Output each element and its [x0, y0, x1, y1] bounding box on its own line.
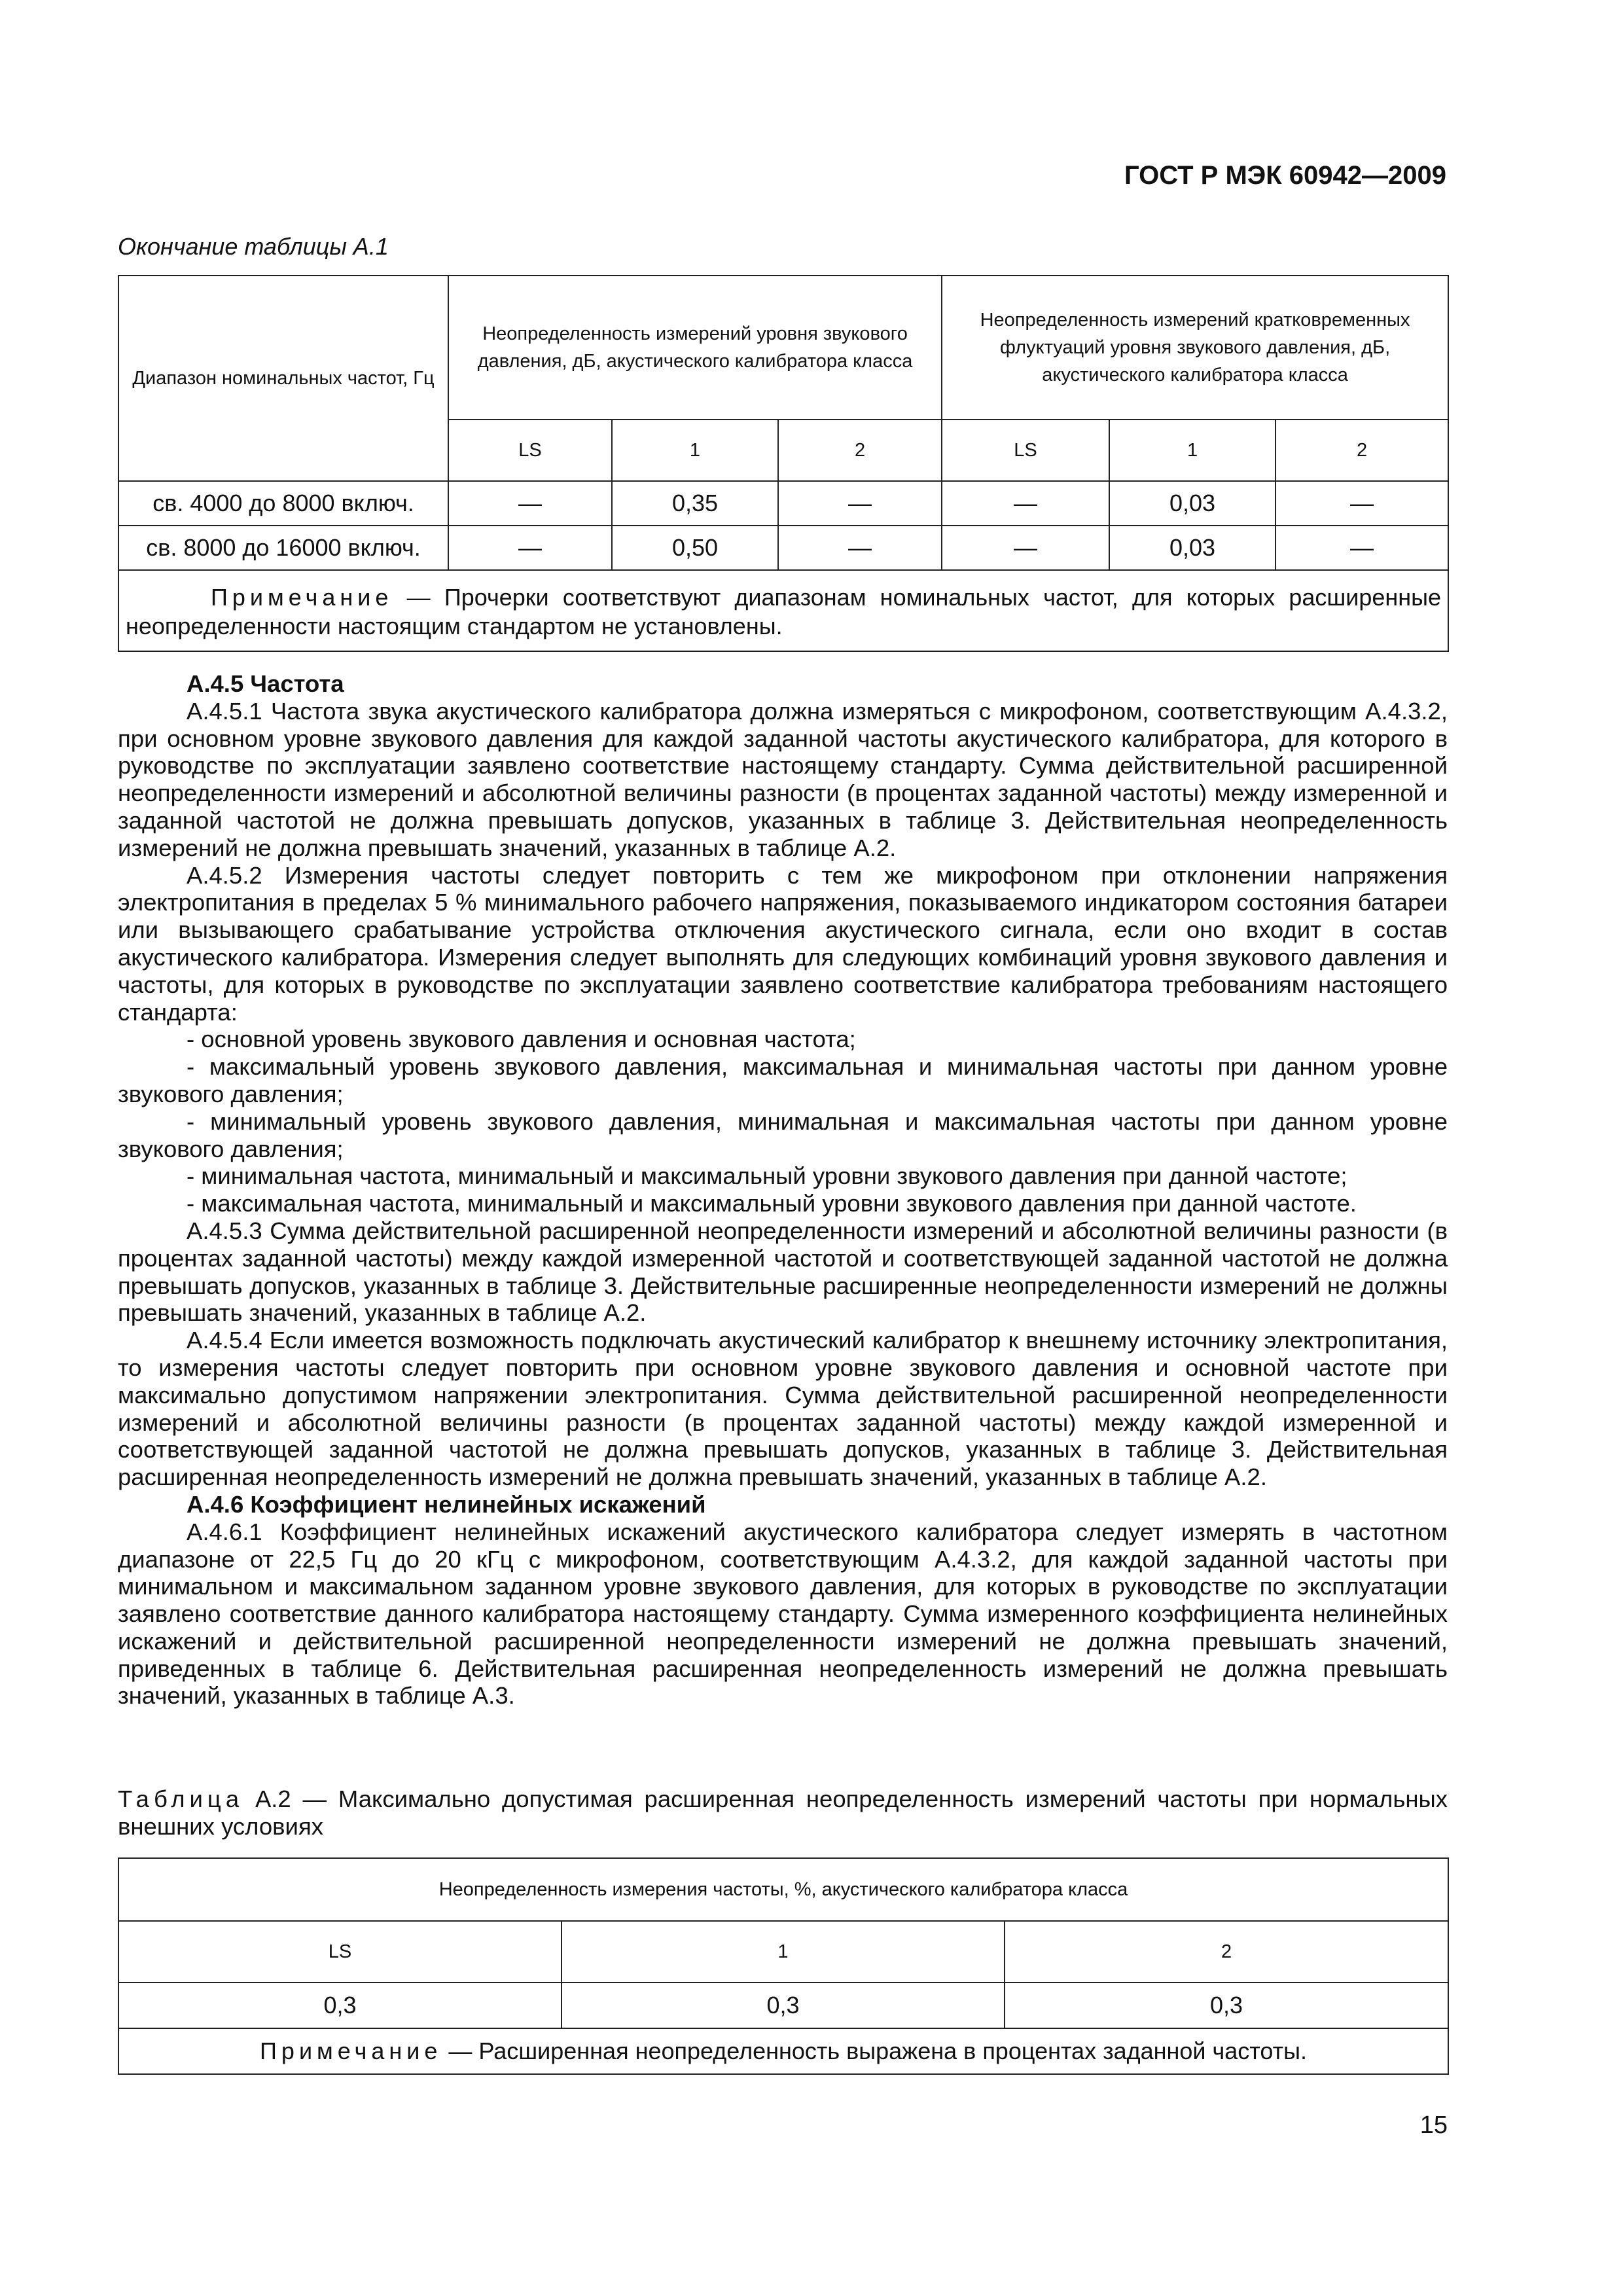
table-a2-note — [118, 2028, 1448, 2074]
header-fluctuation-uncertainty: Неопределенность измерений кратковременных флуктуаций уровня звукового давления, дБ, акустического калибратора класса — [942, 276, 1448, 420]
class-header: 2 — [1005, 1921, 1448, 1982]
section-heading: А.4.6 Коэффициент нелинейных искажений — [187, 1490, 706, 1518]
table-a2 — [118, 1857, 1449, 2075]
class-header: 2 — [1275, 420, 1448, 481]
table-cell: — — [778, 526, 942, 570]
class-header: LS — [118, 1921, 562, 1982]
list-item: - основной уровень звукового давления и основная частота; — [187, 1026, 856, 1053]
table-cell: 0,03 — [1109, 526, 1275, 570]
list-item: - максимальная частота, минимальный и максимальный уровни звукового давления при данной частоте. — [187, 1190, 1357, 1217]
body-text — [118, 670, 1448, 1710]
paragraph: А.4.5.2 Измерения частоты следует повторить с тем же микрофоном при отклонении напряжения электропитания в пределах 5 % минимального рабочего напряжения, показываемого индикатором состояния батареи или вызывающего срабатывание устройства отключения акустического сигнала, если оно входит в состав акустического калибратора. Измерения следует выполнять для следующих комбинаций уровня звукового давления и частоты, для которых в руководстве по эксплуатации заявлено соответствие калибратора требованиям настоящего стандарта: — [118, 861, 1448, 1026]
paragraph: А.4.5.1 Частота звука акустического калибратора должна измеряться с микрофоном, соответствующим А.4.3.2, при основном уровне звукового давления для каждой заданной частоты акустического калибратора, для которого в руководстве по эксплуатации заявлено соответствие настоящему стандарту. Сумма действительной расширенной неопределенности измерений и абсолютной величины разности (в процентах заданной частоты) между измеренной и заданной частотой не должна превышать допусков, указанных в таблице 3. Действительная неопределенность измерений не должна превышать значений, указанных в таблице А.2. — [118, 697, 1448, 861]
table-a2-header: Неопределенность измерения частоты, %, акустического калибратора класса — [118, 1858, 1448, 1921]
table-row — [118, 1982, 1448, 2028]
header-frequency-range: Диапазон номинальных частот, Гц — [118, 276, 448, 481]
table-label: Таблица — [118, 1785, 244, 1812]
table-a1 — [118, 275, 1449, 652]
table-cell: — — [778, 481, 942, 526]
list-item: - минимальная частота, минимальный и максимальный уровни звукового давления при данной частоте; — [187, 1162, 1347, 1190]
class-header: 2 — [778, 420, 942, 481]
class-header: 1 — [562, 1921, 1005, 1982]
paragraph: А.4.5.4 Если имеется возможность подключать акустический калибратор к внешнему источнику электропитания, то измерения частоты следует повторить при основном уровне звукового давления и основной частоте при максимально допустимом напряжении электропитания. Сумма действительной расширенной неопределенности измерений и абсолютной величины разности (в процентах заданной частоты) между каждой измеренной и соответствующей заданной частотой не должна превышать допусков, указанных в таблице 3. Действительная расширенная неопределенность измерений не должна превышать значений, указанных в таблице А.2. — [118, 1327, 1448, 1491]
table-cell: 0,3 — [1005, 1982, 1448, 2028]
table-cell: 0,3 — [118, 1982, 562, 2028]
table-row — [118, 526, 1448, 570]
table-cell: — — [942, 481, 1109, 526]
table-a2-title: А.2 — Максимально допустимая расширенная неопределенность измерений частоты при нормальных внешних условиях — [118, 1785, 1448, 1840]
page-number: 15 — [1419, 2111, 1448, 2139]
class-header: 1 — [1109, 420, 1275, 481]
header-spl-uncertainty: Неопределенность измерений уровня звукового давления, дБ, акустического калибратора класса — [448, 276, 942, 420]
class-header: 1 — [612, 420, 778, 481]
table-cell: — — [1275, 526, 1448, 570]
list-item: - максимальный уровень звукового давления, максимальная и минимальная частоты при данном уровне звукового давления; — [118, 1053, 1448, 1107]
class-header: LS — [942, 420, 1109, 481]
note-label: Примечание — [211, 584, 393, 611]
table-row — [118, 481, 1448, 526]
table-cell: 0,03 — [1109, 481, 1275, 526]
table-cell: — — [942, 526, 1109, 570]
table-cell: — — [448, 481, 612, 526]
note-text: — Расширенная неопределенность выражена в процентах заданной частоты. — [442, 2037, 1307, 2064]
standard-designation: ГОСТ Р МЭК 60942—2009 — [1124, 161, 1446, 190]
paragraph: А.4.5.3 Сумма действительной расширенной неопределенности измерений и абсолютной величины разности (в процентах заданной частоты) между каждой измеренной частотой и соответствующей заданной частотой не должна превышать допусков, указанных в таблице 3. Действительные расширенные неопределенности измерений не должны превышать значений, указанных в таблице А.2. — [118, 1217, 1448, 1327]
table-cell: 0,3 — [562, 1982, 1005, 2028]
table-a2-caption — [118, 1785, 1448, 1840]
class-header: LS — [448, 420, 612, 481]
note-text: — Прочерки соответствуют диапазонам номинальных частот, для которых расширенные неопределенности настоящим стандартом не установлены. — [126, 584, 1442, 639]
section-heading: А.4.5 Частота — [187, 670, 344, 697]
table-a1-caption: Окончание таблицы А.1 — [118, 233, 389, 260]
table-cell: 0,50 — [612, 526, 778, 570]
paragraph: А.4.6.1 Коэффициент нелинейных искажений акустического калибратора следует измерять в частотном диапазоне от 22,5 Гц до 20 кГц с микрофоном, соответствующим А.4.3.2, для каждой заданной частоты при минимальном и максимальном заданном уровне звукового давления, для которых в руководстве по эксплуатации заявлено соответствие данного калибратора настоящему стандарту. Сумма измеренного коэффициента нелинейных искажений и действительной расширенной неопределенности измерений не должна превышать значений, приведенных в таблице 6. Действительная расширенная неопределенность измерений не должна превышать значений, указанных в таблице А.3. — [118, 1518, 1448, 1710]
table-cell: — — [1275, 481, 1448, 526]
table-cell: св. 8000 до 16000 включ. — [118, 526, 448, 570]
list-item: - минимальный уровень звукового давления, минимальная и максимальная частоты при данном уровне звукового давления; — [118, 1107, 1448, 1162]
note-label: Примечание — [260, 2037, 442, 2064]
table-cell: св. 4000 до 8000 включ. — [118, 481, 448, 526]
table-cell: 0,35 — [612, 481, 778, 526]
table-cell: — — [448, 526, 612, 570]
table-a1-note — [118, 570, 1448, 651]
